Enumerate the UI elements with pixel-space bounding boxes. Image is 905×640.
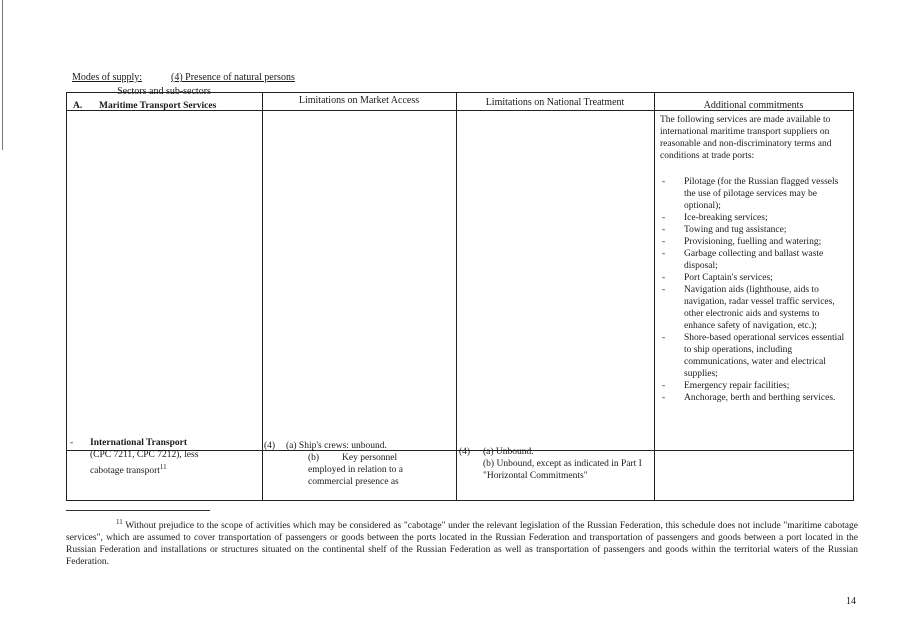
key-personnel-limitation: Key personnel employed in relation to a commercial presence as [308, 453, 403, 487]
list-item: - Anchorage, berth and berthing services. [660, 392, 850, 404]
national-a: (a) Unbound. [483, 447, 534, 457]
international-transport-title: International Transport [90, 438, 188, 448]
mode-value: (4) Presence of natural persons [171, 72, 295, 83]
footnote-separator [66, 510, 210, 511]
national-treatment-cell [459, 446, 651, 482]
national-b: (b) Unbound, except as indicated in Part I "Horizontal Commitments" [483, 459, 642, 481]
table-bottom-border [66, 500, 854, 501]
list-item: - Provisioning, fuelling and watering; [660, 236, 850, 248]
list-item: - Garbage collecting and ballast waste disposal; [660, 248, 850, 272]
international-transport-cell [70, 437, 258, 477]
port-services-list [660, 176, 850, 404]
market-access-cell [264, 440, 454, 488]
col-divider-5 [853, 92, 854, 500]
list-item: - Navigation aids (lighthouse, aids to navigation, radar vessel traffic services, other electronic aids and systems to enhance safety of navigation, etc.); [660, 284, 850, 332]
modes-of-supply-header [72, 72, 295, 83]
mode-number: (4) [264, 441, 276, 451]
list-item: - Pilotage (for the Russian flagged vessels the use of pilotage services may be optional); [660, 176, 850, 212]
row-dash: - [70, 438, 74, 448]
sector-heading [73, 100, 263, 112]
modes-label: Modes of supply: [72, 72, 142, 83]
item-b-label: (b) [308, 453, 320, 463]
footnote-text: Without prejudice to the scope of activities which may be considered as "cabotage" under the relevant legislation of the Russian Federation, this schedule does not include "maritime cabotage services", which are assumed to cover transportation of passengers or goods between the ports located in the Russian Federation and transportation of passengers and goods between a port located in the Russian Federation and installations or structures situated on the continental shelf of the Russian Federation as well as transportation of passengers and goods within the territorial waters of the Russian Federation. [66, 521, 858, 568]
sector-title: Maritime Transport Services [99, 101, 217, 111]
scan-edge-line [2, 0, 3, 150]
col-header-additional: Additional commitments [703, 100, 804, 111]
col-divider-2 [262, 92, 263, 500]
col-header-market-access: Limitations on Market Access [298, 95, 420, 106]
international-transport-desc: (CPC 7211, CPC 7212), less cabotage transport [90, 450, 199, 477]
col-divider-1 [66, 92, 67, 500]
footnote [66, 516, 858, 568]
col-divider-3 [456, 92, 457, 500]
list-item: - Ice-breaking services; [660, 212, 850, 224]
col-header-sectors: Sectors and sub-sectors [117, 86, 211, 97]
col-divider-4 [654, 92, 655, 500]
list-item: - Towing and tug assistance; [660, 224, 850, 236]
sector-letter: A. [73, 101, 83, 111]
page-number: 14 [846, 596, 856, 607]
list-item: - Emergency repair facilities; [660, 380, 850, 392]
footnote-ref: 11 [159, 463, 167, 471]
additional-commitments-text [660, 114, 850, 404]
list-item: - Shore-based operational services essential to ship operations, including communications, water and electrical supplies; [660, 332, 850, 380]
mode-number: (4) [459, 447, 471, 457]
col-header-national-treatment: Limitations on National Treatment [485, 97, 625, 108]
additional-intro: The following services are made available to international maritime transport suppliers on reasonable and non-discriminatory terms and conditions at trade ports: [660, 115, 832, 161]
footnote-number: 11 [116, 518, 123, 526]
list-item: - Port Captain's services; [660, 272, 850, 284]
crews-limitation: (a) Ship's crews: unbound. [286, 441, 387, 451]
